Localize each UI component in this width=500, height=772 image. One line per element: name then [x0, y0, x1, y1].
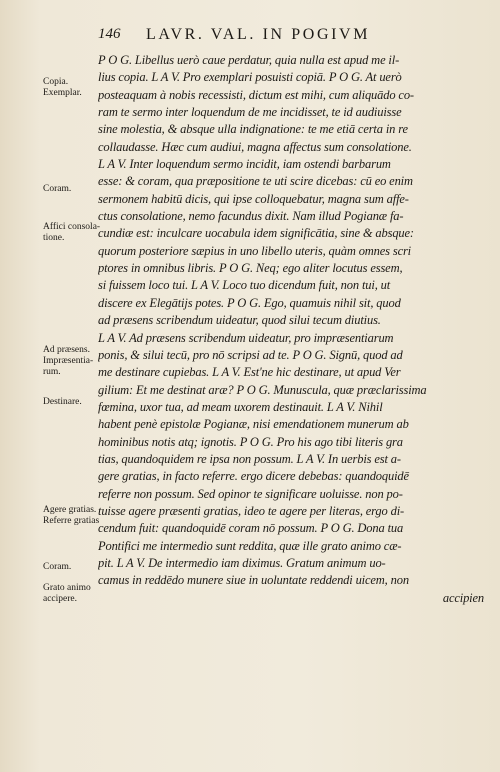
text-line: posteaquam à nobis recessisti, dictum est mihi, cum aliquādo co- — [98, 87, 414, 102]
margin-note: Destinare. — [43, 397, 82, 407]
margin-note: Agere gratias. — [43, 505, 97, 515]
text-line: L A V. Inter loquendum sermo incidit, iam ostendi barbarum — [98, 157, 391, 172]
text-line: L A V. Ad præsens scribendum uideatur, pro impræsentiarum — [98, 330, 394, 345]
margin-note: rum. — [43, 367, 61, 377]
margin-note: Copia. — [43, 77, 69, 87]
text-line: P O G. Libellus uerò caue perdatur, quia nulla est apud me il- — [98, 53, 400, 67]
margin-note: Referre gratias — [43, 516, 100, 526]
running-title: LAVR. VAL. IN POGIVM — [146, 26, 371, 43]
text-line: camus in reddēdo munere siue in uoluntate reddendi uicem, non — [98, 573, 409, 588]
text-line: gere gratias, in facto referre. ergo dicere debebas: quandoquidē — [98, 469, 409, 484]
page-number: 146 — [98, 26, 121, 42]
text-line: ram te sermo inter loquendum de me incidisset, te id audiuisse — [98, 105, 402, 120]
margin-note: Impræsentia- — [43, 356, 94, 366]
margin-notes — [0, 0, 101, 772]
margin-note: Coram. — [43, 562, 72, 572]
margin-note: Affici consola- — [43, 222, 101, 232]
text-line: gilium: Et me destinat aræ? P O G. Munuscula, quæ præclarissima — [98, 382, 427, 397]
text-line: discere ex Elegātijs potes. P O G. Ego, quamuis nihil sit, quod — [98, 295, 401, 310]
text-line: tias, quandoquidem re ipsa non possum. L A V. In uerbis est a- — [98, 451, 401, 466]
text-line: cendum fuit: quandoquidē coram nō possum. P O G. Dona tua — [98, 521, 404, 536]
margin-note: Ad præsens. — [43, 345, 90, 355]
catchword: accipien — [442, 590, 484, 605]
text-line: ctus consolatione, nemo facundus dixit. Nam illud Pogianæ fa- — [98, 209, 404, 224]
text-line: tuisse agere præsenti gratias, ideo te agere per literas, ergo di- — [98, 503, 405, 518]
margin-note: Grato animo — [43, 583, 91, 593]
margin-note: tione. — [43, 233, 65, 243]
text-line: esse: & coram, qua præpositione te uti scire dicebas: cū eo enim — [98, 174, 413, 189]
text-line: habent penè epistolæ Pogianæ, nisi emendationem munerum ab — [98, 417, 409, 432]
text-line: lius copia. L A V. Pro exemplari posuisti copiā. P O G. At uerò — [98, 70, 402, 85]
text-line: sine molestia, & absque ulla indignatione: te me etiā certa in re — [98, 122, 408, 137]
text-line: quorum posteriore sæpius in uno libello uteris, quàm omnes scri — [98, 243, 412, 258]
text-line: si fuissem loco tui. L A V. Loco tuo dicendum fuit, non tui, ut — [98, 278, 391, 293]
text-line: fœmina, uxor tua, ad meam uxorem destinauit. L A V. Nihil — [98, 399, 383, 414]
text-line: sermonem habitū dicis, qui ipse colloquebatur, magna sum affe- — [98, 191, 409, 206]
margin-note: accipere. — [43, 594, 78, 604]
text-line: collaudasse. Hæc cum audiui, magna affectus sum consolatione. — [98, 139, 412, 154]
margin-note: Coram. — [43, 184, 72, 194]
text-line: me destinare cupiebas. L A V. Est'ne hic destinare, ut apud Ver — [98, 365, 401, 380]
text-line: ad præsens scribendum uideatur, quod silui tecum diutius. — [98, 313, 381, 328]
text-line: cundiæ est: inculcare uocabula idem significātia, sine & absque: — [98, 226, 414, 241]
text-line: ptores in omnibus libris. P O G. Neq; ego aliter locutus essem, — [98, 261, 403, 276]
body-text — [98, 52, 490, 607]
margin-note: Exemplar. — [43, 88, 82, 98]
text-line: referre non possum. Sed opinor te significare uoluisse. non po- — [98, 486, 403, 501]
text-line: hominibus notis atq; ignotis. P O G. Pro his ago tibi literis gra — [98, 434, 403, 449]
text-line: Pontifici me intermedio sunt reddita, quæ ille grato animo cæ- — [98, 538, 402, 553]
text-line: ponis, & silui tecū, pro nō scripsi ad te. P O G. Signū, quod ad — [98, 347, 403, 362]
page-header — [98, 26, 488, 50]
text-line: pit. L A V. De intermedio iam diximus. Gratum animum uo- — [98, 555, 386, 570]
